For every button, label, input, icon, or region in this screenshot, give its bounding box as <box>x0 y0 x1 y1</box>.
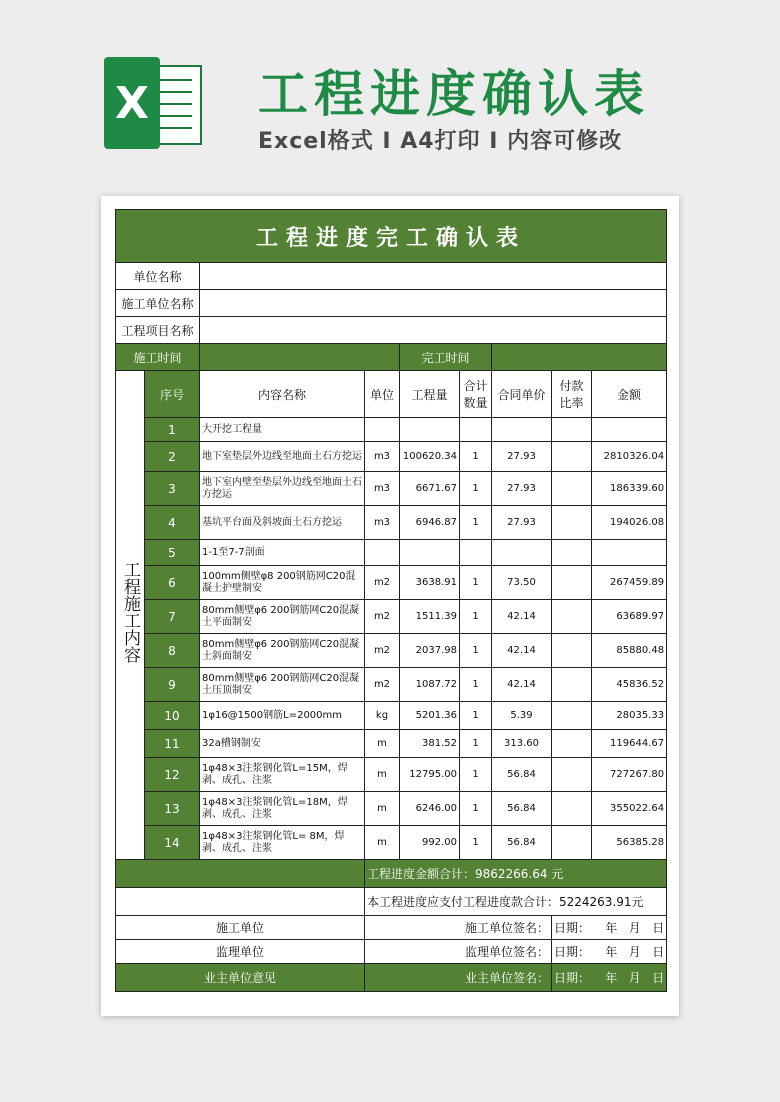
row-unit: m3 <box>365 442 400 472</box>
year-label: 年 <box>605 971 618 985</box>
col-header-pay-ratio: 付款比率 <box>552 371 592 418</box>
row-content: 80mm侧壁φ6 200钢筋网C20混凝土斜面制安 <box>200 634 365 668</box>
excel-letter: X <box>104 57 160 149</box>
row-total-qty: 1 <box>460 634 492 668</box>
contractor-date[interactable] <box>552 916 667 940</box>
row-content: 80mm侧壁φ6 200钢筋网C20混凝土平面制安 <box>200 600 365 634</box>
row-amount: 85880.48 <box>592 634 667 668</box>
row-unit <box>365 418 400 442</box>
excel-icon <box>104 57 200 149</box>
completion-time-label: 完工时间 <box>400 344 492 371</box>
row-seq: 2 <box>145 442 200 472</box>
row-pay-ratio[interactable] <box>552 826 592 860</box>
row-total-qty: 1 <box>460 826 492 860</box>
row-seq: 1 <box>145 418 200 442</box>
row-quantity: 1087.72 <box>400 668 460 702</box>
row-unit-price: 42.14 <box>492 600 552 634</box>
row-quantity: 381.52 <box>400 730 460 758</box>
col-header-amount: 金额 <box>592 371 667 418</box>
table-row <box>116 600 667 634</box>
row-total-qty: 1 <box>460 506 492 540</box>
completion-time-value[interactable] <box>492 344 667 371</box>
row-pay-ratio[interactable] <box>552 758 592 792</box>
row-unit: m3 <box>365 506 400 540</box>
owner-sign-label: 业主单位签名： <box>365 964 552 992</box>
row-unit: m2 <box>365 668 400 702</box>
row-amount: 45836.52 <box>592 668 667 702</box>
table-row <box>116 418 667 442</box>
row-content: 1-1至7-7剖面 <box>200 540 365 566</box>
date-label: 日期： <box>554 921 591 935</box>
row-unit: m <box>365 792 400 826</box>
row-seq: 3 <box>145 472 200 506</box>
table-row <box>116 472 667 506</box>
row-amount: 355022.64 <box>592 792 667 826</box>
row-unit: m <box>365 826 400 860</box>
side-label-text: 工程施工内容 <box>120 561 140 663</box>
row-amount: 194026.08 <box>592 506 667 540</box>
contractor-label: 施工单位 <box>116 916 365 940</box>
row-seq: 7 <box>145 600 200 634</box>
row-content: 1φ48×3注浆钢化管L=18M，焊剥、成孔、注浆 <box>200 792 365 826</box>
row-seq: 13 <box>145 792 200 826</box>
row-total-qty: 1 <box>460 792 492 826</box>
table-row <box>116 566 667 600</box>
supervisor-date[interactable] <box>552 940 667 964</box>
date-label: 日期： <box>554 971 591 985</box>
row-seq: 11 <box>145 730 200 758</box>
row-pay-ratio[interactable] <box>552 634 592 668</box>
row-amount: 28035.33 <box>592 702 667 730</box>
unit-name-label: 单位名称 <box>116 263 200 290</box>
project-name-label: 工程项目名称 <box>116 317 200 344</box>
page-subtitle: Excel格式 I A4打印 I 内容可修改 <box>258 129 623 154</box>
row-content: 1φ48×3注浆钢化管L= 8M，焊剥、成孔、注浆 <box>200 826 365 860</box>
row-quantity: 6671.67 <box>400 472 460 506</box>
date-label: 日期： <box>554 945 591 959</box>
row-amount: 267459.89 <box>592 566 667 600</box>
row-seq: 5 <box>145 540 200 566</box>
form-title: 工程进度完工确认表 <box>116 210 667 263</box>
row-pay-ratio[interactable] <box>552 600 592 634</box>
row-unit: m3 <box>365 472 400 506</box>
col-header-unit-price: 合同单价 <box>492 371 552 418</box>
table-row <box>116 506 667 540</box>
row-unit-price: 313.60 <box>492 730 552 758</box>
row-quantity <box>400 418 460 442</box>
row-pay-ratio[interactable] <box>552 418 592 442</box>
row-unit: kg <box>365 702 400 730</box>
col-header-unit: 单位 <box>365 371 400 418</box>
month-label: 月 <box>628 971 641 985</box>
row-total-qty: 1 <box>460 442 492 472</box>
row-unit-price: 56.84 <box>492 792 552 826</box>
table-row <box>116 826 667 860</box>
row-total-qty: 1 <box>460 472 492 506</box>
row-amount <box>592 418 667 442</box>
row-unit-price: 56.84 <box>492 826 552 860</box>
page-title: 工程进度确认表 <box>258 65 650 123</box>
row-seq: 14 <box>145 826 200 860</box>
row-unit-price: 27.93 <box>492 442 552 472</box>
table-row <box>116 792 667 826</box>
contractor-sign-label: 施工单位签名： <box>365 916 552 940</box>
row-amount: 2810326.04 <box>592 442 667 472</box>
row-unit-price: 73.50 <box>492 566 552 600</box>
row-unit: m <box>365 758 400 792</box>
row-content: 32a槽钢制安 <box>200 730 365 758</box>
table-row <box>116 442 667 472</box>
row-seq: 10 <box>145 702 200 730</box>
row-unit-price: 42.14 <box>492 668 552 702</box>
row-total-qty: 1 <box>460 566 492 600</box>
col-header-seq: 序号 <box>145 371 200 418</box>
row-pay-ratio[interactable] <box>552 506 592 540</box>
row-seq: 6 <box>145 566 200 600</box>
row-content: 1φ16@1500钢筋L=2000mm <box>200 702 365 730</box>
year-label: 年 <box>605 921 618 935</box>
table-row <box>116 634 667 668</box>
row-unit <box>365 540 400 566</box>
table-row <box>116 668 667 702</box>
row-unit: m2 <box>365 600 400 634</box>
table-row <box>116 540 667 566</box>
row-amount: 63689.97 <box>592 600 667 634</box>
owner-opinion-label: 业主单位意见 <box>116 964 365 992</box>
row-total-qty <box>460 540 492 566</box>
row-content: 大开挖工程量 <box>200 418 365 442</box>
col-header-total-qty: 合计数量 <box>460 371 492 418</box>
row-unit-price: 27.93 <box>492 472 552 506</box>
row-unit-price <box>492 540 552 566</box>
day-label: 日 <box>652 945 665 959</box>
row-content: 100mm侧壁φ8 200钢筋网C20混凝土护壁制安 <box>200 566 365 600</box>
row-content: 基坑平台面及斜坡面土石方挖运 <box>200 506 365 540</box>
row-quantity: 3638.91 <box>400 566 460 600</box>
row-quantity: 1511.39 <box>400 600 460 634</box>
row-content: 1φ48×3注浆钢化管L=15M，焊剥、成孔、注浆 <box>200 758 365 792</box>
row-quantity: 5201.36 <box>400 702 460 730</box>
row-unit-price <box>492 418 552 442</box>
day-label: 日 <box>652 971 665 985</box>
unit-name-value[interactable] <box>200 263 667 290</box>
construction-time-value[interactable] <box>200 344 400 371</box>
row-unit: m <box>365 730 400 758</box>
progress-total: 工程进度金额合计：9862266.64 元 <box>365 860 667 888</box>
construction-content-side-label <box>116 371 145 860</box>
row-seq: 8 <box>145 634 200 668</box>
row-pay-ratio[interactable] <box>552 792 592 826</box>
row-quantity: 2037.98 <box>400 634 460 668</box>
row-quantity: 6946.87 <box>400 506 460 540</box>
table-row <box>116 730 667 758</box>
row-pay-ratio[interactable] <box>552 668 592 702</box>
row-seq: 9 <box>145 668 200 702</box>
row-pay-ratio[interactable] <box>552 540 592 566</box>
row-unit-price: 56.84 <box>492 758 552 792</box>
row-pay-ratio[interactable] <box>552 442 592 472</box>
row-unit-price: 27.93 <box>492 506 552 540</box>
row-total-qty: 1 <box>460 758 492 792</box>
table-row <box>116 758 667 792</box>
payable-total: 本工程进度应支付工程进度款合计：5224263.91元 <box>365 888 667 916</box>
col-header-content: 内容名称 <box>200 371 365 418</box>
row-amount: 186339.60 <box>592 472 667 506</box>
col-header-quantity: 工程量 <box>400 371 460 418</box>
month-label: 月 <box>628 945 641 959</box>
row-amount <box>592 540 667 566</box>
row-content: 地下室垫层外边线至地面土石方挖运 <box>200 442 365 472</box>
table-row <box>116 702 667 730</box>
row-total-qty: 1 <box>460 600 492 634</box>
row-quantity: 12795.00 <box>400 758 460 792</box>
project-name-value[interactable] <box>200 317 667 344</box>
row-content: 80mm侧壁φ6 200钢筋网C20混凝土压顶制安 <box>200 668 365 702</box>
row-quantity: 6246.00 <box>400 792 460 826</box>
row-seq: 12 <box>145 758 200 792</box>
row-quantity <box>400 540 460 566</box>
payable-total-spacer <box>116 888 365 916</box>
supervisor-label: 监理单位 <box>116 940 365 964</box>
owner-date[interactable] <box>552 964 667 992</box>
row-quantity: 100620.34 <box>400 442 460 472</box>
supervisor-sign-label: 监理单位签名： <box>365 940 552 964</box>
row-amount: 119644.67 <box>592 730 667 758</box>
month-label: 月 <box>628 921 641 935</box>
row-quantity: 992.00 <box>400 826 460 860</box>
row-seq: 4 <box>145 506 200 540</box>
row-pay-ratio[interactable] <box>552 702 592 730</box>
row-unit-price: 5.39 <box>492 702 552 730</box>
day-label: 日 <box>652 921 665 935</box>
contractor-name-value[interactable] <box>200 290 667 317</box>
row-pay-ratio[interactable] <box>552 566 592 600</box>
row-pay-ratio[interactable] <box>552 472 592 506</box>
row-unit: m2 <box>365 634 400 668</box>
construction-time-label: 施工时间 <box>116 344 200 371</box>
page-header <box>0 0 780 190</box>
row-total-qty: 1 <box>460 702 492 730</box>
row-unit: m2 <box>365 566 400 600</box>
contractor-name-label: 施工单位名称 <box>116 290 200 317</box>
row-amount: 56385.28 <box>592 826 667 860</box>
year-label: 年 <box>605 945 618 959</box>
progress-confirmation-table <box>115 209 667 992</box>
row-total-qty <box>460 418 492 442</box>
row-content: 地下室内壁至垫层外边线至地面土石方挖运 <box>200 472 365 506</box>
row-amount: 727267.80 <box>592 758 667 792</box>
row-total-qty: 1 <box>460 730 492 758</box>
row-pay-ratio[interactable] <box>552 730 592 758</box>
row-total-qty: 1 <box>460 668 492 702</box>
progress-total-spacer <box>116 860 365 888</box>
row-unit-price: 42.14 <box>492 634 552 668</box>
